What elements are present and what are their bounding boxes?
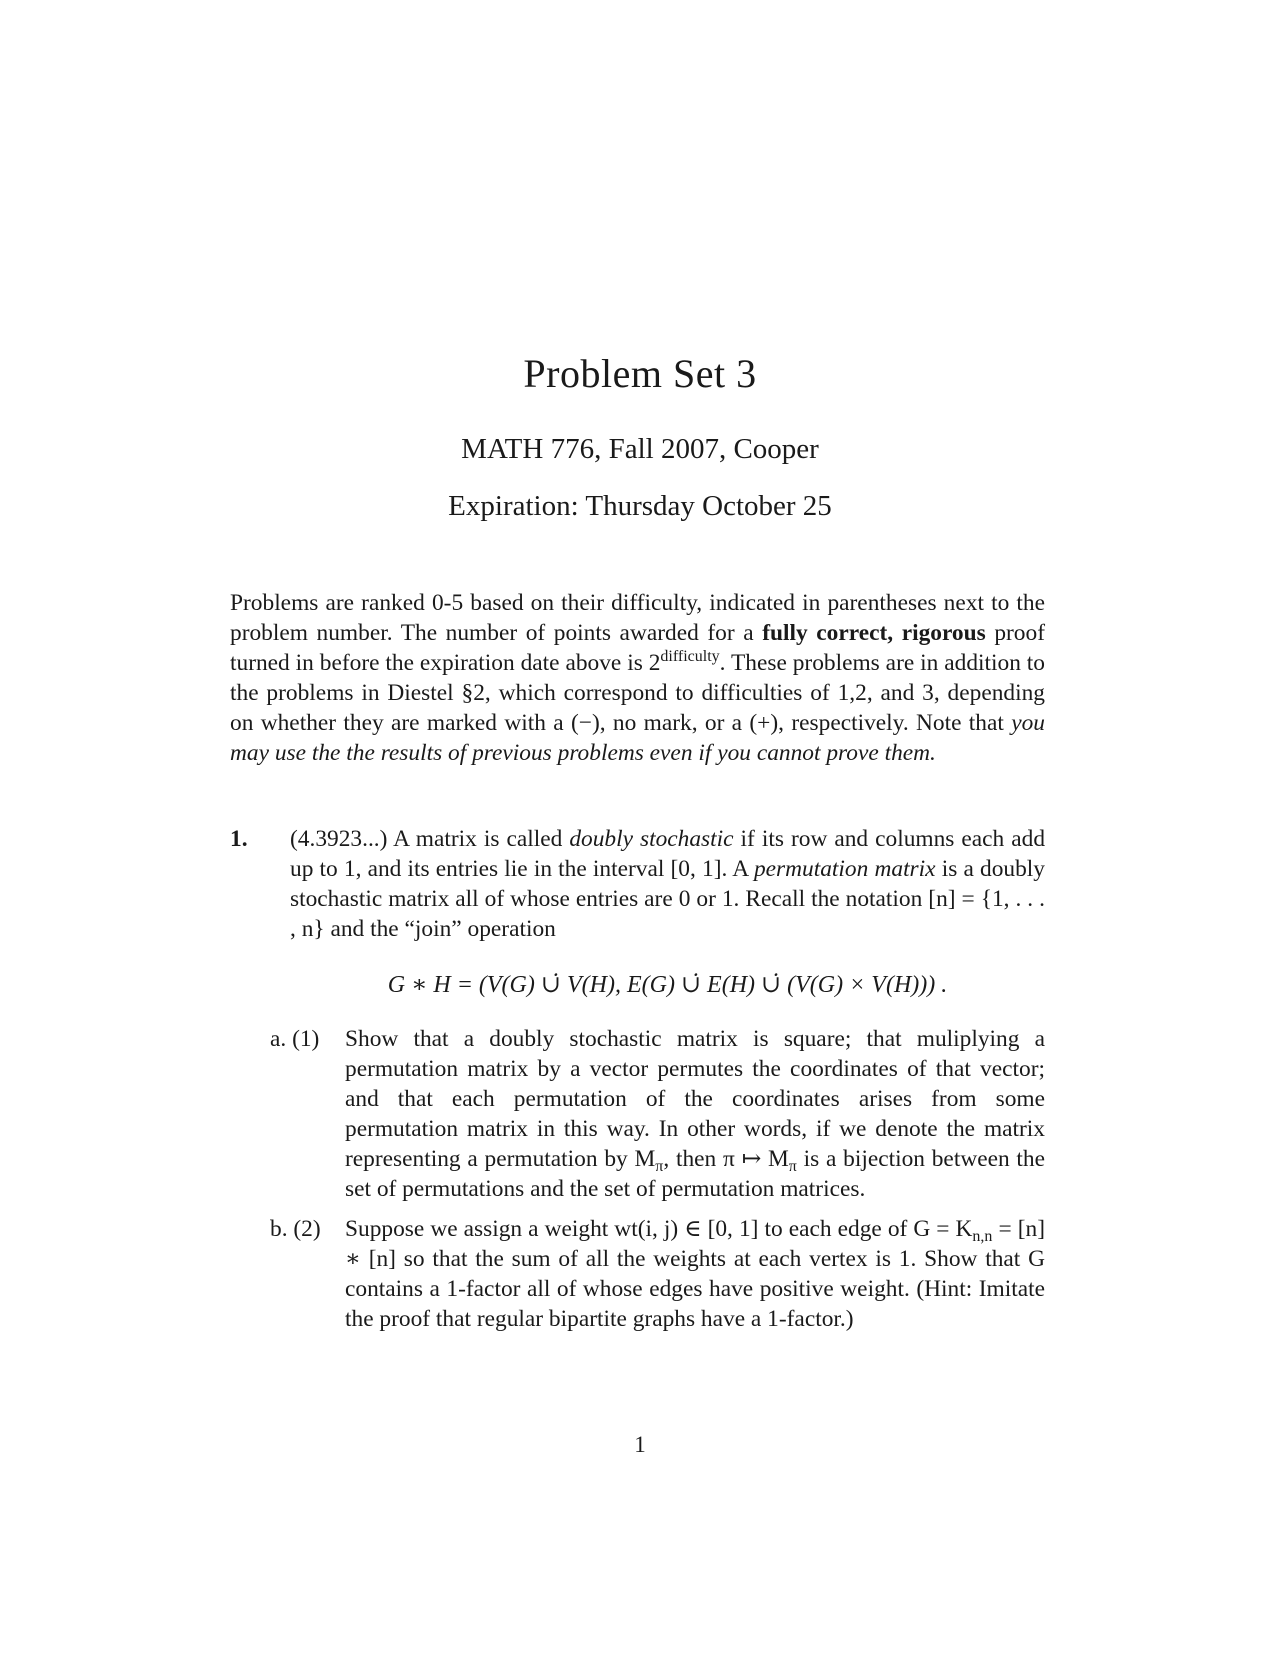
intro-paragraph [230,588,1045,768]
part-b-text-1: Suppose we assign a weight wt(i, j) ∈ [0, 1] to each edge of G = K [345,1216,973,1242]
intro-bold: fully correct, rigorous [762,620,986,646]
problem-difficulty: (4.3923...) [290,826,388,852]
intro-text-2: proof turned in before the expiration date above is 2 [230,620,1045,676]
intro-text-1: Problems are ranked 0-5 based on their difficulty, indicated in parentheses next to the problem number. The number of points awarded for a [230,590,1045,646]
course-line: MATH 776, Fall 2007, Cooper [461,433,819,465]
intro-text-3: . These problems are in addition to the problems in Diestel §2, which correspond to difficulties of 1,2, and 3, depending on whether they are marked with a (−), no mark, or a (+), respectively. Note that [230,650,1045,736]
term-doubly-stochastic: doubly stochastic [569,826,734,852]
part-a-text-2: , then π ↦ M [663,1146,789,1172]
part-b-text-2: = [n] ∗ [n] so that the sum of all the weights at each vertex is 1. Show that G contains a 1-factor all of whose edges have positive weight. (Hint: Imitate the proof that regular bipartite graphs have a 1-factor.) [345,1216,1045,1332]
intro-italic: you may use the the results of previous problems even if you cannot prove them. [230,710,1045,766]
problem-text-b: if its row and columns each add up to 1, and its entries lie in the interval [0, 1]. A [290,826,1046,882]
part-a-text-1: Show that a doubly stochastic matrix is square; that muliplying a permutation matrix by a vector permutes the coordinates of that vector; and that each permutation of the coordinates arises from some permutation matrix in this way. In other words, if we denote the matrix representing a permutation by M [345,1026,1045,1172]
part-a-text-3: is a bijection between the set of permutations and the set of permutation matrices. [345,1146,1046,1202]
part-b [230,1214,1045,1334]
part-a-label: a. (1) [270,1026,320,1052]
intro-exponent: difficulty [660,648,720,665]
join-equation: G ∗ H = (V(G) ∪̇ V(H), E(G) ∪̇ E(H) ∪̇ (V(G) × V(H))) . [387,972,948,998]
part-a-sub-2: π [788,1158,797,1175]
page-number: 1 [634,1432,646,1457]
problem-number: 1. [230,826,248,852]
part-b-label: b. (2) [270,1216,321,1242]
expiration-line: Expiration: Thursday October 25 [448,490,832,522]
problem-text-c: is a doubly stochastic matrix all of whose entries are 0 or 1. Recall the notation [n] = {1, . . . , n} and the “join” operation [290,856,1045,942]
part-a [230,1024,1045,1204]
part-a-sub-1: π [655,1158,664,1175]
part-b-sub-1: n,n [972,1228,993,1245]
page-title: Problem Set 3 [523,351,757,396]
problem-text-a: A matrix is called [387,826,570,852]
problem-1-statement [230,824,1045,944]
term-permutation-matrix: permutation matrix [753,856,936,882]
problem-1 [230,824,1045,1344]
